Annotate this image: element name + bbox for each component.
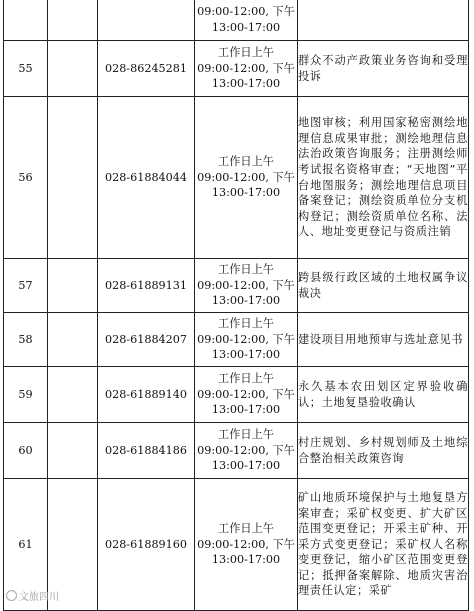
blank-cell	[48, 0, 98, 41]
hours-line: 工作日上午	[218, 317, 274, 331]
row-number-cell	[4, 0, 48, 41]
hours-cell	[195, 367, 298, 423]
hours-line: 13:00-17:00	[211, 403, 281, 417]
service-description: 矿山地质环境保护与土地复垦方案审查；采矿权变更、扩大矿区范围变更登记；开采主矿种、开采方式变更登记；采矿权人名称变更登记，缩小矿区范围变更登记；抵押备案解除、地质灾害治理责任认定；采矿	[298, 479, 469, 611]
row-number: 60	[4, 423, 48, 479]
hours-line: 09:00-12:00, 下午	[197, 537, 295, 551]
phone-number: 028-61889160	[98, 479, 195, 611]
phone-number: 028-61889140	[98, 367, 195, 423]
service-description: 跨县级行政区域的土地权属争议裁决	[298, 259, 469, 313]
phone-number: 028-61884186	[98, 423, 195, 479]
phone-number: 028-61889131	[98, 259, 195, 313]
phone-cell	[98, 0, 195, 41]
hours-line: 09:00-12:00, 下午	[197, 443, 295, 457]
hours-line: 工作日上午	[218, 522, 274, 536]
hours-line: 13:00-17:00	[211, 294, 281, 308]
hours-line: 09:00-12:00, 下午	[197, 4, 295, 18]
service-description: 永久基本农田划区定界验收确认；土地复垦验收确认	[298, 367, 469, 423]
hours-line: 13:00-17:00	[211, 186, 281, 200]
row-number: 61	[4, 479, 48, 611]
row-number: 55	[4, 41, 48, 97]
hours-line: 13:00-17:00	[211, 348, 281, 362]
row-number: 59	[4, 367, 48, 423]
table-row	[4, 479, 469, 611]
blank-cell	[48, 423, 98, 479]
blank-cell	[48, 41, 98, 97]
phone-number: 028-86245281	[98, 41, 195, 97]
hours-cell	[195, 97, 298, 259]
hours-cell	[195, 479, 298, 611]
hours-cell	[195, 0, 298, 41]
row-number: 56	[4, 97, 48, 259]
hours-line: 工作日上午	[218, 155, 274, 169]
hours-line: 13:00-17:00	[211, 77, 281, 91]
service-description: 地图审核；利用国家秘密测绘地理信息成果审批；测绘地理信息法治政策咨询服务；注册测绘师考试报名资格审查；“天地图”平台地图服务；测绘地理信息项目备案登记；测绘资质单位分支机构登记；测绘资质单位名称、法人、地址变更登记与资质注销	[298, 97, 469, 259]
hours-line: 09:00-12:00, 下午	[197, 61, 295, 75]
watermark-logo-icon	[6, 590, 17, 601]
blank-cell	[48, 97, 98, 259]
hours-line: 工作日上午	[218, 46, 274, 60]
hours-line: 13:00-17:00	[211, 553, 281, 567]
table-row	[4, 367, 469, 423]
service-table	[3, 0, 469, 611]
table-row	[4, 97, 469, 259]
row-number: 57	[4, 259, 48, 313]
hours-line: 工作日上午	[218, 372, 274, 386]
hours-line: 13:00-17:00	[211, 20, 281, 34]
phone-number: 028-61884207	[98, 313, 195, 367]
hours-line: 13:00-17:00	[211, 459, 281, 473]
hours-line: 09:00-12:00, 下午	[197, 332, 295, 346]
hours-cell	[195, 313, 298, 367]
service-description: 村庄规划、乡村规划师及土地综合整治相关政策咨询	[298, 423, 469, 479]
blank-cell	[48, 313, 98, 367]
service-description: 建设项目用地预审与选址意见书	[298, 313, 469, 367]
table-row	[4, 259, 469, 313]
watermark-text: 文旅四川	[19, 592, 59, 603]
hours-line: 09:00-12:00, 下午	[197, 278, 295, 292]
table-row	[4, 313, 469, 367]
table-row-top	[4, 0, 469, 41]
hours-line: 工作日上午	[218, 428, 274, 442]
hours-line: 09:00-12:00, 下午	[197, 387, 295, 401]
phone-number: 028-61884044	[98, 97, 195, 259]
hours-cell	[195, 259, 298, 313]
table-row	[4, 41, 469, 97]
blank-cell	[48, 259, 98, 313]
table-row	[4, 423, 469, 479]
description-cell	[298, 0, 469, 41]
watermark	[6, 588, 59, 603]
blank-cell	[48, 367, 98, 423]
hours-cell	[195, 41, 298, 97]
row-number: 58	[4, 313, 48, 367]
hours-cell	[195, 423, 298, 479]
service-description: 群众不动产政策业务咨询和受理投诉	[298, 41, 469, 97]
hours-line: 09:00-12:00, 下午	[197, 170, 295, 184]
hours-line: 工作日上午	[218, 263, 274, 277]
